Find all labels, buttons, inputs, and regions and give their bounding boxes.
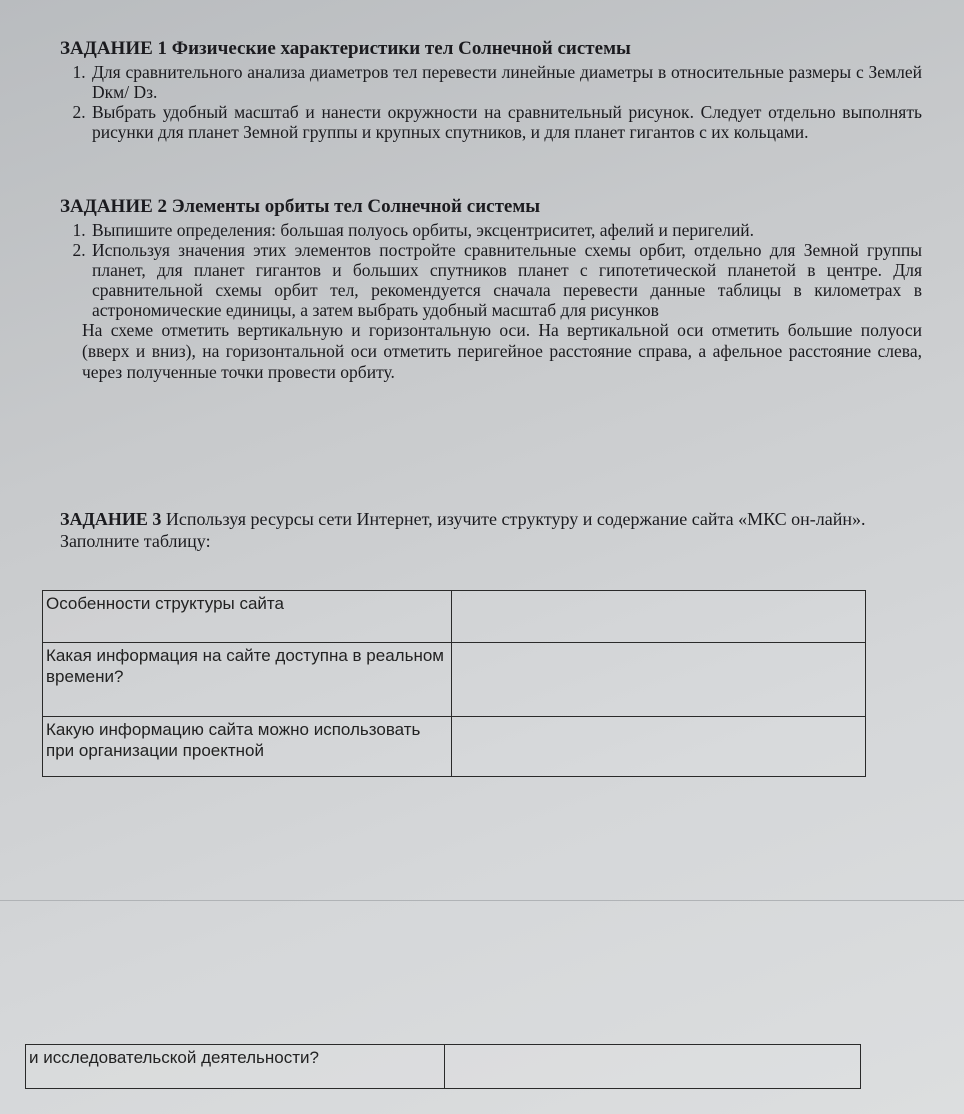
task-2-item-2: 2. Используя значения этих элементов постройте сравнительные схемы орбит, отдельно для Земной группы планет, для планет гигантов и больших спутников планет с гипотетической планетой в центре. Для сравнительной схемы орбит тел, рекомендуется сначала перевести данные таблицы в километрах в астрономические единицы, а затем выбрать удобный масштаб для рисунков	[90, 240, 922, 320]
table-cell-answer[interactable]	[452, 717, 866, 777]
table-row	[43, 643, 866, 717]
task-2-item-1: 1. Выпишите определения: большая полуось орбиты, эксцентриситет, афелий и перигелий.	[90, 220, 922, 240]
task-2-heading	[60, 196, 922, 218]
table-row	[26, 1045, 861, 1089]
task-3-text: Используя ресурсы сети Интернет, изучите структуру и содержание сайта «МКС он-лайн». Заполните таблицу:	[60, 509, 866, 551]
task-2-title: Элементы орбиты тел Солнечной системы	[171, 196, 541, 217]
table-cell-answer[interactable]	[445, 1045, 861, 1089]
table-cell-answer[interactable]	[452, 643, 866, 717]
table-row	[43, 591, 866, 643]
task-2-section	[60, 196, 922, 383]
task-2-label: ЗАДАНИЕ 2	[60, 196, 168, 217]
task-1-item-1: 1. Для сравнительного анализа диаметров тел перевести линейные диаметры в относительные размеры с Землей Dкм/ Dз.	[90, 62, 922, 102]
task-3-label: ЗАДАНИЕ 3	[60, 509, 162, 529]
task-1-heading	[60, 38, 922, 60]
task-1-list	[60, 62, 922, 142]
task-2-note: На схеме отметить вертикальную и горизонтальную оси. На вертикальной оси отметить большие полуоси (вверх и вниз), на горизонтальной оси отметить перигейное расстояние справа, а афельное расстояние слева, через полученные точки провести орбиту.	[82, 320, 922, 382]
task-1-section	[60, 38, 922, 142]
task-3-section	[60, 508, 890, 552]
table-cell-question: и исследовательской деятельности?	[26, 1045, 445, 1089]
table-cell-question: Особенности структуры сайта	[43, 591, 452, 643]
mks-table	[42, 590, 866, 777]
task-1-label: ЗАДАНИЕ 1	[60, 38, 168, 59]
table-cell-question: Какая информация на сайте доступна в реальном времени?	[43, 643, 452, 717]
task-1-item-2: 2. Выбрать удобный масштаб и нанести окружности на сравнительный рисунок. Следует отдельно выполнять рисунки для планет Земной группы и крупных спутников, и для планет гигантов с их кольцами.	[90, 102, 922, 142]
mks-table-continued	[25, 1044, 861, 1089]
table-row	[43, 717, 866, 777]
task-2-list	[60, 220, 922, 320]
task-3-heading	[60, 508, 890, 552]
page-break-line	[0, 900, 964, 901]
table-cell-answer[interactable]	[452, 591, 866, 643]
task-1-title: Физические характеристики тел Солнечной системы	[171, 38, 631, 59]
table-cell-question: Какую информацию сайта можно использовать при организации проектной	[43, 717, 452, 777]
